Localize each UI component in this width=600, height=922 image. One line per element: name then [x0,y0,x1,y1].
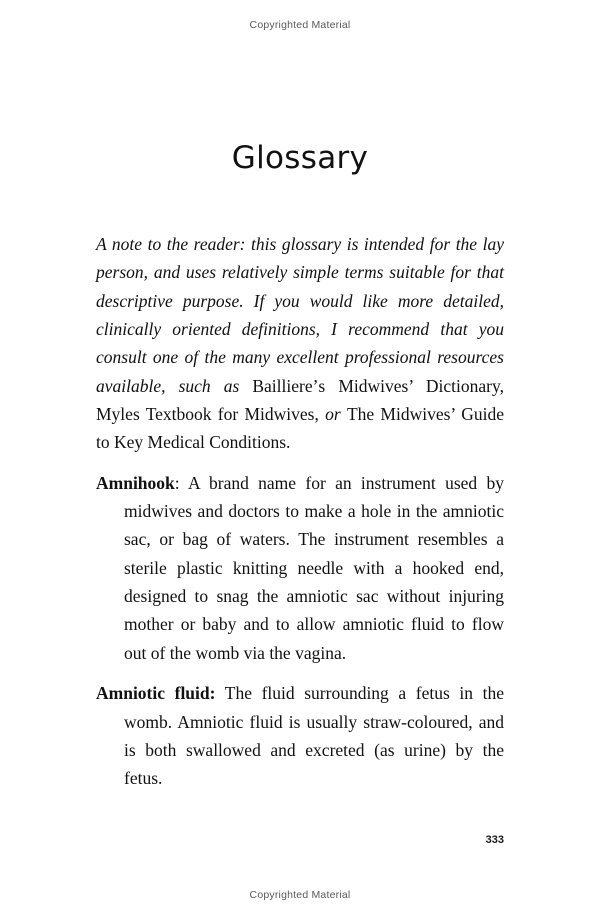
intro-note-titles-2: The Midwives’ Guide to Key Medical Conditions. [96,404,504,453]
intro-note-italic-lead: A note to the reader: this glossary is intended for the lay person, and uses relatively simple terms suitable for that descriptive purpose. If you would like more detailed, clinically oriented definitions, I recommend that you consult one of the many excellent professional resources available, such as [96,234,504,396]
copyright-watermark-top: Copyrighted Material [249,19,351,31]
glossary-term-separator: : [174,472,180,493]
intro-note-conjunction: or [318,404,347,425]
glossary-entry [96,457,504,667]
glossary-definition: A brand name for an instrument used by midwives and doctors to make a hole in the amniotic sac, or bag of waters. The instrument resembles a sterile plastic knitting needle with a hooked end, designed to snag the amniotic sac without injuring mother or baby and to allow amniotic fluid to flow out of the womb via the vagina. [124,472,504,663]
copyright-watermark-bottom: Copyrighted Material [249,889,351,901]
page-number: 333 [485,834,504,846]
glossary-entry [96,667,504,792]
page-title: Glossary [231,140,369,176]
glossary-definition: The fluid surrounding a fetus in the womb. Amniotic fluid is usually straw-coloured, and is both swallowed and excreted (as urine) by the fetus. [124,683,504,789]
glossary-term: Amnihook [96,472,175,493]
glossary-term: Amniotic fluid: [96,683,216,704]
intro-note-titles-1: Baillierе’s Midwives’ Dictionary, Myles Textbook for Midwives, [96,375,504,425]
intro-note [96,176,504,457]
